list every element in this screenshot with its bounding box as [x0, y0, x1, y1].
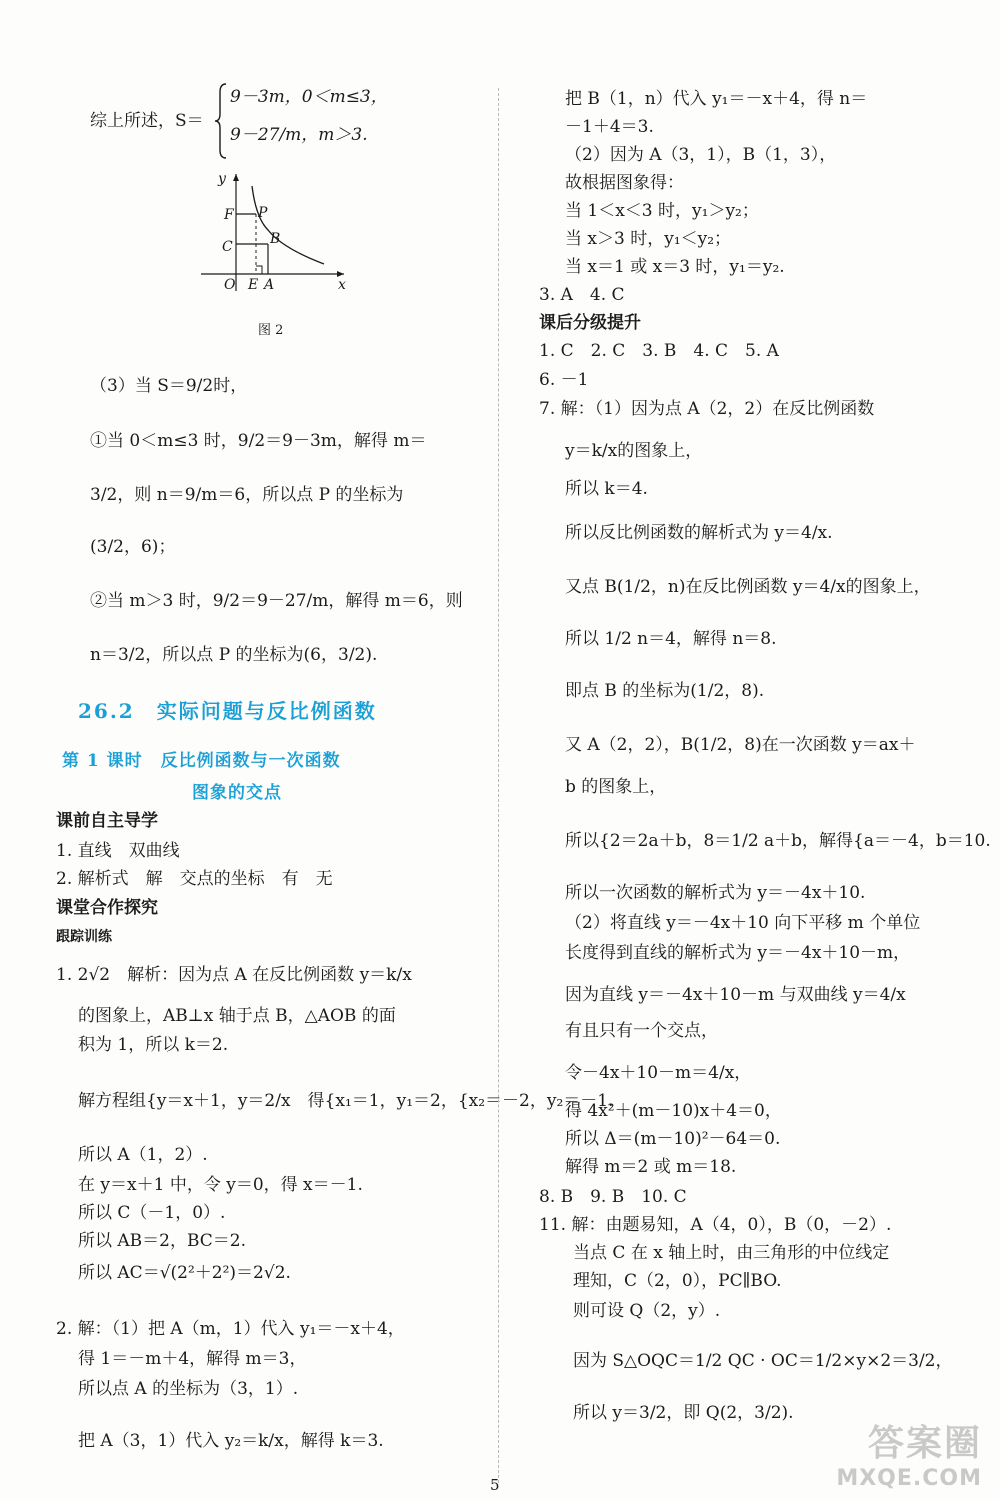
fig-label-O: O	[224, 277, 236, 293]
r-line7: 当 x＝1 或 x＝3 时，y₁＝y₂.	[565, 257, 785, 277]
p3-case2-line2: n＝3/2，所以点 P 的坐标为(6，3/2).	[90, 645, 378, 665]
r-line2: －1＋4＝3.	[565, 117, 654, 137]
q1-line8: 所以 AB＝2，BC＝2.	[78, 1231, 247, 1251]
watermark-url: MXQE.COM	[836, 1466, 982, 1491]
heading-after-class: 课后分级提升	[539, 313, 641, 333]
q11-line1: 11. 解：由题易知，A（4，0），B（0，－2）.	[539, 1215, 892, 1235]
r-line9: 1. C 2. C 3. B 4. C 5. A	[539, 341, 779, 361]
q7-line17: 得 4x²＋(m－10)x＋4＝0，	[565, 1101, 782, 1121]
heading-pre-class: 课前自主导学	[56, 811, 158, 831]
section-title: 26.2 实际问题与反比例函数	[78, 699, 377, 723]
q7-line10: 所以{2＝2a＋b，8＝1/2 a＋b，解得{a＝－4，b＝10.	[565, 831, 991, 851]
fig-label-y: y	[218, 171, 226, 187]
q11-line5: 因为 S△OQC＝1/2 QC · OC＝1/2×y×2＝3/2，	[573, 1351, 953, 1371]
r-line10: 6. －1	[539, 370, 589, 390]
figure-caption: 图 2	[258, 323, 284, 338]
q7-line16: 令－4x＋10－m＝4/x，	[565, 1063, 752, 1083]
q11-line3: 理知，C（2，0），PC∥BO.	[573, 1271, 782, 1291]
column-divider	[498, 88, 499, 1483]
q7-line2: y＝k/x的图象上，	[565, 441, 703, 461]
p3-intro: （3）当 S＝9/2时，	[90, 376, 248, 396]
q7-line18: 所以 Δ＝(m－10)²－64＝0.	[565, 1129, 781, 1149]
q2-line1: 2. 解：（1）把 A（m，1）代入 y₁＝－x＋4，	[56, 1319, 405, 1339]
page-number: 5	[490, 1476, 500, 1494]
q2-line3: 所以点 A 的坐标为（3，1）.	[78, 1379, 299, 1399]
r-line6: 当 x＞3 时，y₁＜y₂；	[565, 229, 732, 249]
lesson-title-line2: 图象的交点	[192, 783, 282, 803]
q7-line8: 又 A（2，2），B(1/2，8)在一次函数 y＝ax＋	[565, 735, 916, 755]
fig-label-B: B	[270, 231, 281, 247]
r-line3: （2）因为 A（3，1），B（1，3），	[565, 145, 837, 165]
p3-case1-line3: (3/2，6)；	[90, 537, 176, 557]
r-line8: 3. A 4. C	[539, 285, 625, 305]
q1-line9: 所以 AC＝√(2²＋2²)＝2√2.	[78, 1263, 291, 1283]
q1-line5: 所以 A（1，2）.	[78, 1145, 208, 1165]
fig-label-C: C	[222, 239, 233, 255]
summary-lead: 综上所述，S＝	[90, 111, 204, 131]
q1-line4: 解方程组{y＝x＋1，y＝2/x 得{x₁＝1，y₁＝2，{x₂＝－2，y₂＝－1.	[78, 1091, 614, 1111]
q7-line15: 有且只有一个交点，	[565, 1021, 718, 1041]
fig-label-P: P	[258, 205, 268, 221]
summary-case-1: 9－3m，0＜m≤3，	[230, 87, 388, 107]
q7-line14: 因为直线 y＝－4x＋10－m 与双曲线 y＝4/x	[565, 985, 906, 1005]
q7-line9: b 的图象上，	[565, 777, 667, 797]
q1-line1: 1. 2√2 解析：因为点 A 在反比例函数 y＝k/x	[56, 965, 412, 985]
watermark-logo-text: 答案圈	[867, 1423, 982, 1464]
q7-line13: 长度得到直线的解析式为 y＝－4x＋10－m，	[565, 943, 911, 963]
q1-line2: 的图象上，AB⊥x 轴于点 B，△AOB 的面	[78, 1006, 396, 1026]
fig-label-F: F	[224, 207, 234, 223]
q7-line1: 7. 解：（1）因为点 A（2，2）在反比例函数	[539, 399, 875, 419]
p3-case1-line1: ①当 0＜m≤3 时，9/2＝9－3m，解得 m＝	[90, 431, 427, 451]
pre-answer-1: 1. 直线 双曲线	[56, 841, 180, 861]
q7-line3: 所以 k＝4.	[565, 479, 648, 499]
summary-case-2: 9－27/m，m＞3.	[230, 125, 368, 145]
fig-label-E: E	[248, 277, 259, 293]
watermark	[836, 1415, 982, 1491]
pre-answer-2: 2. 解析式 解 交点的坐标 有 无	[56, 869, 333, 889]
q7-line19: 解得 m＝2 或 m＝18.	[565, 1157, 737, 1177]
r-line11: 8. B 9. B 10. C	[539, 1187, 687, 1207]
q11-line4: 则可设 Q（2，y）.	[573, 1301, 721, 1321]
r-line5: 当 1＜x＜3 时，y₁＞y₂；	[565, 201, 759, 221]
q2-line2: 得 1＝－m＋4，解得 m＝3，	[78, 1349, 307, 1369]
r-line1: 把 B（1，n）代入 y₁＝－x＋4，得 n＝	[565, 89, 868, 109]
q1-line6: 在 y＝x＋1 中，令 y＝0，得 x＝－1.	[78, 1175, 363, 1195]
q1-line3: 积为 1，所以 k＝2.	[78, 1035, 229, 1055]
heading-tracking: 跟踪训练	[56, 929, 112, 945]
q2-line4: 把 A（3，1）代入 y₂＝k/x，解得 k＝3.	[78, 1431, 384, 1451]
p3-case1-line2: 3/2，则 n＝9/m＝6，所以点 P 的坐标为	[90, 485, 404, 505]
p3-case2-line1: ②当 m＞3 时，9/2＝9－27/m，解得 m＝6，则	[90, 591, 463, 611]
q7-line7: 即点 B 的坐标为(1/2，8).	[565, 681, 765, 701]
r-line4: 故根据图象得：	[565, 173, 684, 193]
fig-label-x: x	[338, 277, 346, 293]
q7-line11: 所以一次函数的解析式为 y＝－4x＋10.	[565, 883, 866, 903]
lesson-title-line1: 第 1 课时 反比例函数与一次函数	[62, 751, 341, 771]
q7-line12: （2）将直线 y＝－4x＋10 向下平移 m 个单位	[565, 913, 921, 933]
q11-line6: 所以 y＝3/2，即 Q(2，3/2).	[573, 1403, 794, 1423]
q7-line5: 又点 B(1/2，n)在反比例函数 y＝4/x的图象上，	[565, 577, 931, 597]
heading-in-class: 课堂合作探究	[56, 898, 158, 918]
summary-brace	[214, 82, 228, 160]
q1-line7: 所以 C（－1，0）.	[78, 1203, 226, 1223]
q11-line2: 当点 C 在 x 轴上时，由三角形的中位线定	[573, 1243, 890, 1263]
q7-line6: 所以 1/2 n＝4，解得 n＝8.	[565, 629, 777, 649]
fig-label-A: A	[264, 277, 275, 293]
q7-line4: 所以反比例函数的解析式为 y＝4/x.	[565, 523, 833, 543]
